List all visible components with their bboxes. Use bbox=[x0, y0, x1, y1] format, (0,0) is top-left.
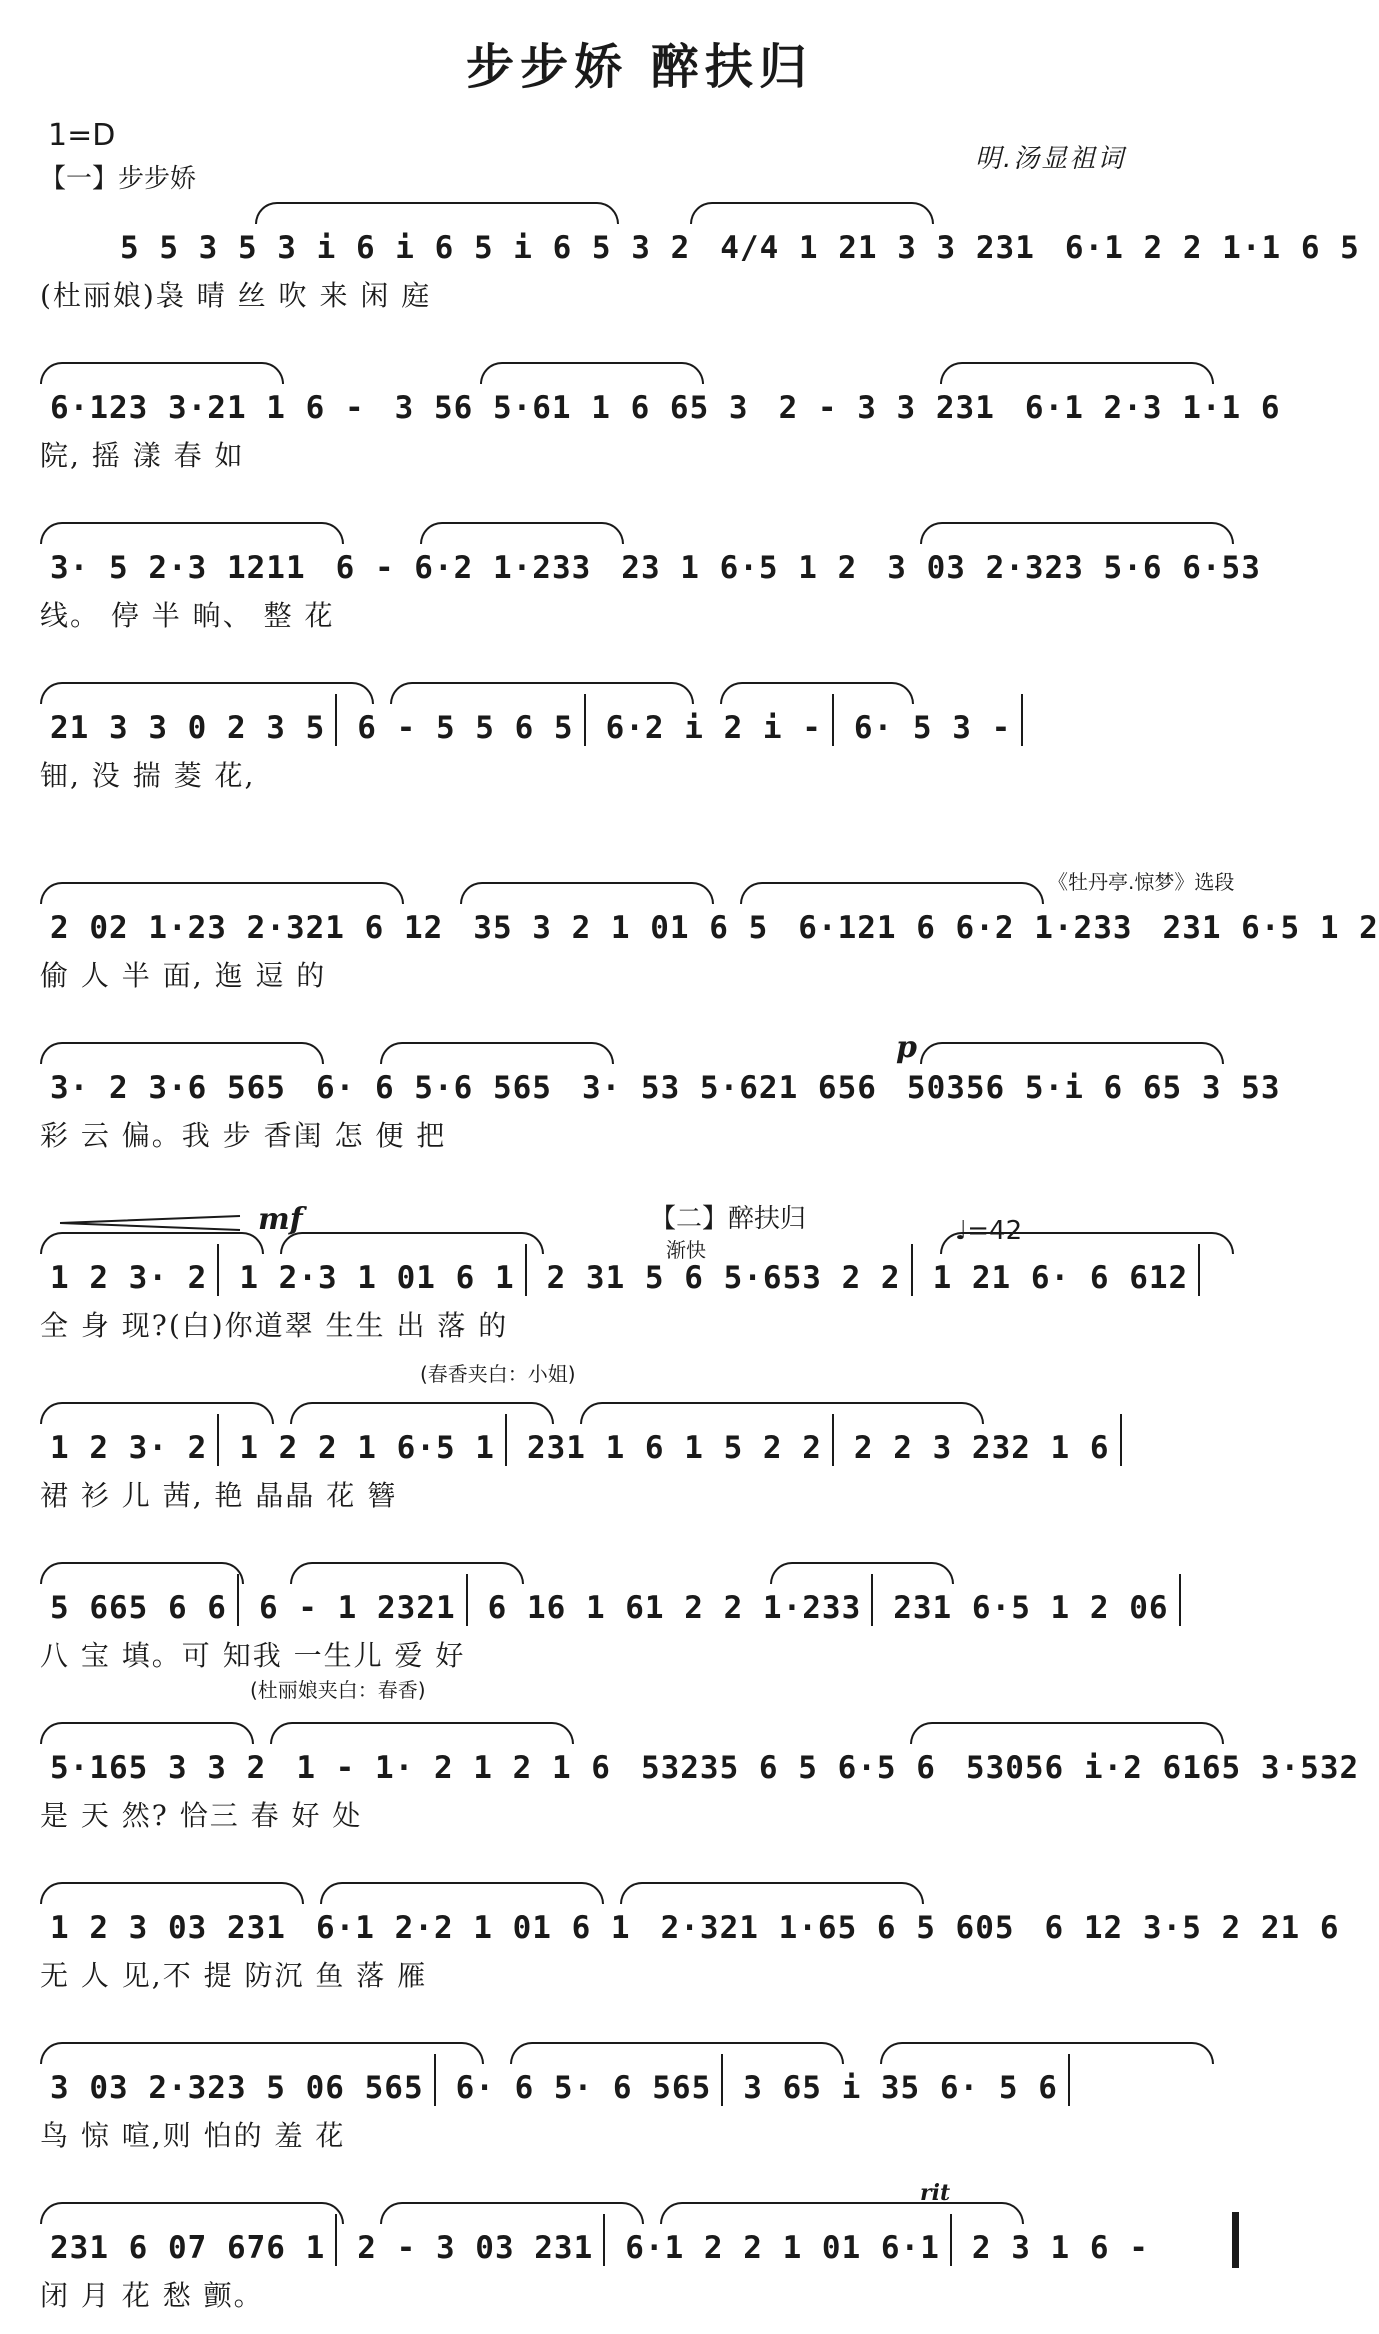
measure: 35 3 2 1 01 6 5 bbox=[473, 910, 769, 946]
notation-line bbox=[40, 1876, 1340, 1946]
notation-line bbox=[40, 1396, 1240, 1466]
measure: 5 5 3 5 3 i 6 i 6 5 i 6 5 3 2 bbox=[120, 230, 691, 266]
measure: 6· 6 5·6 565 bbox=[315, 1070, 552, 1106]
measure: 1 - 1· 2 1 2 1 6 bbox=[296, 1750, 611, 1786]
measure: 4/4 1 21 3 3 231 bbox=[720, 230, 1035, 266]
measure: 6· 5 3 - bbox=[853, 710, 1012, 746]
measure: 2·321 1·65 6 5 605 bbox=[660, 1910, 1015, 1946]
page-title: 步步娇 醉扶归 bbox=[466, 39, 813, 95]
measure: 53056 i·2 6165 3·532 bbox=[965, 1750, 1360, 1786]
score-row-2 bbox=[40, 356, 1281, 486]
lyric-line: 无 人 见,不 提 防沉 鱼 落 雁 bbox=[40, 1959, 428, 1992]
lyric-line: 彩 云 偏。我 步 香闺 怎 便 把 bbox=[40, 1119, 447, 1152]
score-row-1 bbox=[40, 196, 1360, 326]
measure: 6·1 2·2 1 01 6 1 bbox=[315, 1910, 631, 1946]
measure: 6·121 6 6·2 1·233 bbox=[798, 910, 1133, 946]
notation-line bbox=[40, 1226, 1240, 1296]
measure: 6·1 2 2 1 01 6·1 bbox=[625, 2230, 940, 2266]
measure: 6·1 2 2 1·1 6 5 bbox=[1064, 230, 1360, 266]
lyric-line: 偷 人 半 面, 迤 逗 的 bbox=[40, 959, 327, 992]
score-row-3 bbox=[40, 516, 1261, 646]
excerpt-note: 《牡丹亭.惊梦》选段 bbox=[1048, 870, 1235, 894]
measure: 23 1 6·5 1 2 bbox=[621, 550, 858, 586]
score-row-11 bbox=[40, 1876, 1340, 2006]
notation-line bbox=[40, 196, 1360, 266]
notation-line bbox=[40, 1556, 1240, 1626]
score-row-4 bbox=[40, 676, 1240, 806]
measure: 6·1 2·3 1·1 6 bbox=[1024, 390, 1281, 426]
measure: 2 02 1·23 2·321 6 12 bbox=[50, 910, 444, 946]
lyric-line: 鸟 惊 喧,则 怕的 羞 花 bbox=[40, 2119, 346, 2152]
score-row-9 bbox=[40, 1556, 1240, 1686]
score-row-8 bbox=[40, 1396, 1240, 1526]
measure: 1 2 3· 2 bbox=[50, 1430, 208, 1466]
section-heading-2: 【二】醉扶归 bbox=[650, 1204, 807, 1234]
measure: 21 3 3 0 2 3 5 bbox=[50, 710, 326, 746]
measure: 1 2 2 1 6·5 1 bbox=[239, 1430, 495, 1466]
score-row-10 bbox=[40, 1716, 1360, 1846]
score-row-7 bbox=[40, 1226, 1240, 1356]
notation-line bbox=[40, 516, 1261, 586]
notation-line bbox=[40, 676, 1240, 746]
lyric-line: 八 宝 填。可 知我 一生儿 爱 好 bbox=[40, 1639, 466, 1672]
score-row-13 bbox=[40, 2196, 1240, 2326]
measure: 3 65 i 35 6· 5 6 bbox=[743, 2070, 1058, 2106]
key-signature: 1=D bbox=[48, 118, 116, 153]
measure: 3· 53 5·621 656 bbox=[581, 1070, 877, 1106]
measure: 3 56 5·61 1 6 65 3 bbox=[394, 390, 749, 426]
ritardando-mark: rit bbox=[920, 2180, 951, 2206]
measure: 2 - 3 03 231 bbox=[357, 2230, 594, 2266]
measure: 2 3 1 6 - bbox=[971, 2230, 1149, 2266]
measure: 6·2 i 2 i - bbox=[605, 710, 822, 746]
measure: 6 - 6·2 1·233 bbox=[335, 550, 592, 586]
tempo-accelerando: 渐快 bbox=[666, 1238, 706, 1262]
score-row-6 bbox=[40, 1036, 1281, 1166]
section-heading-1: 【一】步步娇 bbox=[40, 164, 197, 194]
measure: 3 03 2·323 5·6 6·53 bbox=[887, 550, 1261, 586]
measure: 6 16 1 61 2 2 1·233 bbox=[487, 1590, 862, 1626]
measure: 6· 6 5· 6 565 bbox=[455, 2070, 712, 2106]
measure: 1 2 3 03 231 bbox=[50, 1910, 286, 1946]
lyric-line: (杜丽娘)袅 晴 丝 吹 来 闲 庭 bbox=[40, 279, 432, 312]
aside-chunxiang: (春香夹白：小姐) bbox=[420, 1362, 576, 1386]
dynamic-mezzoforte: mf bbox=[258, 1202, 303, 1237]
measure: 5·165 3 3 2 bbox=[50, 1750, 267, 1786]
measure: 6 - 1 2321 bbox=[258, 1590, 456, 1626]
tempo-marking: ♩=42 bbox=[955, 1216, 1023, 1246]
measure: 53235 6 5 6·5 6 bbox=[640, 1750, 936, 1786]
final-barline bbox=[1232, 2212, 1239, 2268]
measure: 231 6·5 1 2 06 bbox=[893, 1590, 1169, 1626]
measure: 3· 5 2·3 1211 bbox=[50, 550, 306, 586]
notation-line bbox=[40, 1036, 1281, 1106]
measure: 3· 2 3·6 565 bbox=[50, 1070, 286, 1106]
measure: 231 1 6 1 5 2 2 bbox=[526, 1430, 822, 1466]
lyric-line: 线。 停 半 晌、 整 花 bbox=[40, 599, 335, 632]
notation-line bbox=[40, 1716, 1360, 1786]
lyric-line: 是 天 然? 恰三 春 好 处 bbox=[40, 1799, 363, 1832]
measure: 2 2 3 232 1 6 bbox=[853, 1430, 1110, 1466]
measure: 50356 5·i 6 65 3 53 bbox=[906, 1070, 1281, 1106]
measure: 231 6 07 676 1 bbox=[50, 2230, 326, 2266]
lyric-line: 钿, 没 揣 菱 花, bbox=[40, 759, 256, 792]
aside-du-liniang: (杜丽娘夹白：春香) bbox=[250, 1678, 426, 1702]
lyric-line: 院, 摇 漾 春 如 bbox=[40, 439, 245, 472]
dynamic-piano: p bbox=[896, 1030, 917, 1065]
lyric-line: 闭 月 花 愁 颤。 bbox=[40, 2279, 264, 2312]
measure: 3 03 2·323 5 06 565 bbox=[50, 2070, 424, 2106]
notation-line bbox=[40, 2196, 1240, 2266]
score-row-5 bbox=[40, 876, 1379, 1006]
score-row-12 bbox=[40, 2036, 1240, 2166]
measure: 2 31 5 6 5·653 2 2 bbox=[546, 1260, 901, 1296]
measure: 2 - 3 3 231 bbox=[778, 390, 995, 426]
measure: 6·123 3·21 1 6 - bbox=[50, 390, 365, 426]
lyricist-credit: 明.汤显祖词 bbox=[975, 144, 1126, 174]
lyric-line: 全 身 现?(白)你道翠 生生 出 落 的 bbox=[40, 1309, 509, 1342]
notation-line bbox=[40, 356, 1281, 426]
measure: 6 12 3·5 2 21 6 bbox=[1044, 1910, 1340, 1946]
measure: 1 21 6· 6 612 bbox=[932, 1260, 1189, 1296]
measure: 231 6·5 1 2 bbox=[1162, 910, 1379, 946]
measure: 5 665 6 6 bbox=[50, 1590, 227, 1626]
measure: 1 2·3 1 01 6 1 bbox=[239, 1260, 515, 1296]
notation-line bbox=[40, 2036, 1240, 2106]
lyric-line: 裙 衫 儿 茜, 艳 晶晶 花 簪 bbox=[40, 1479, 398, 1512]
notation-line bbox=[40, 876, 1379, 946]
measure: 6 - 5 5 6 5 bbox=[357, 710, 574, 746]
measure: 1 2 3· 2 bbox=[50, 1260, 208, 1296]
